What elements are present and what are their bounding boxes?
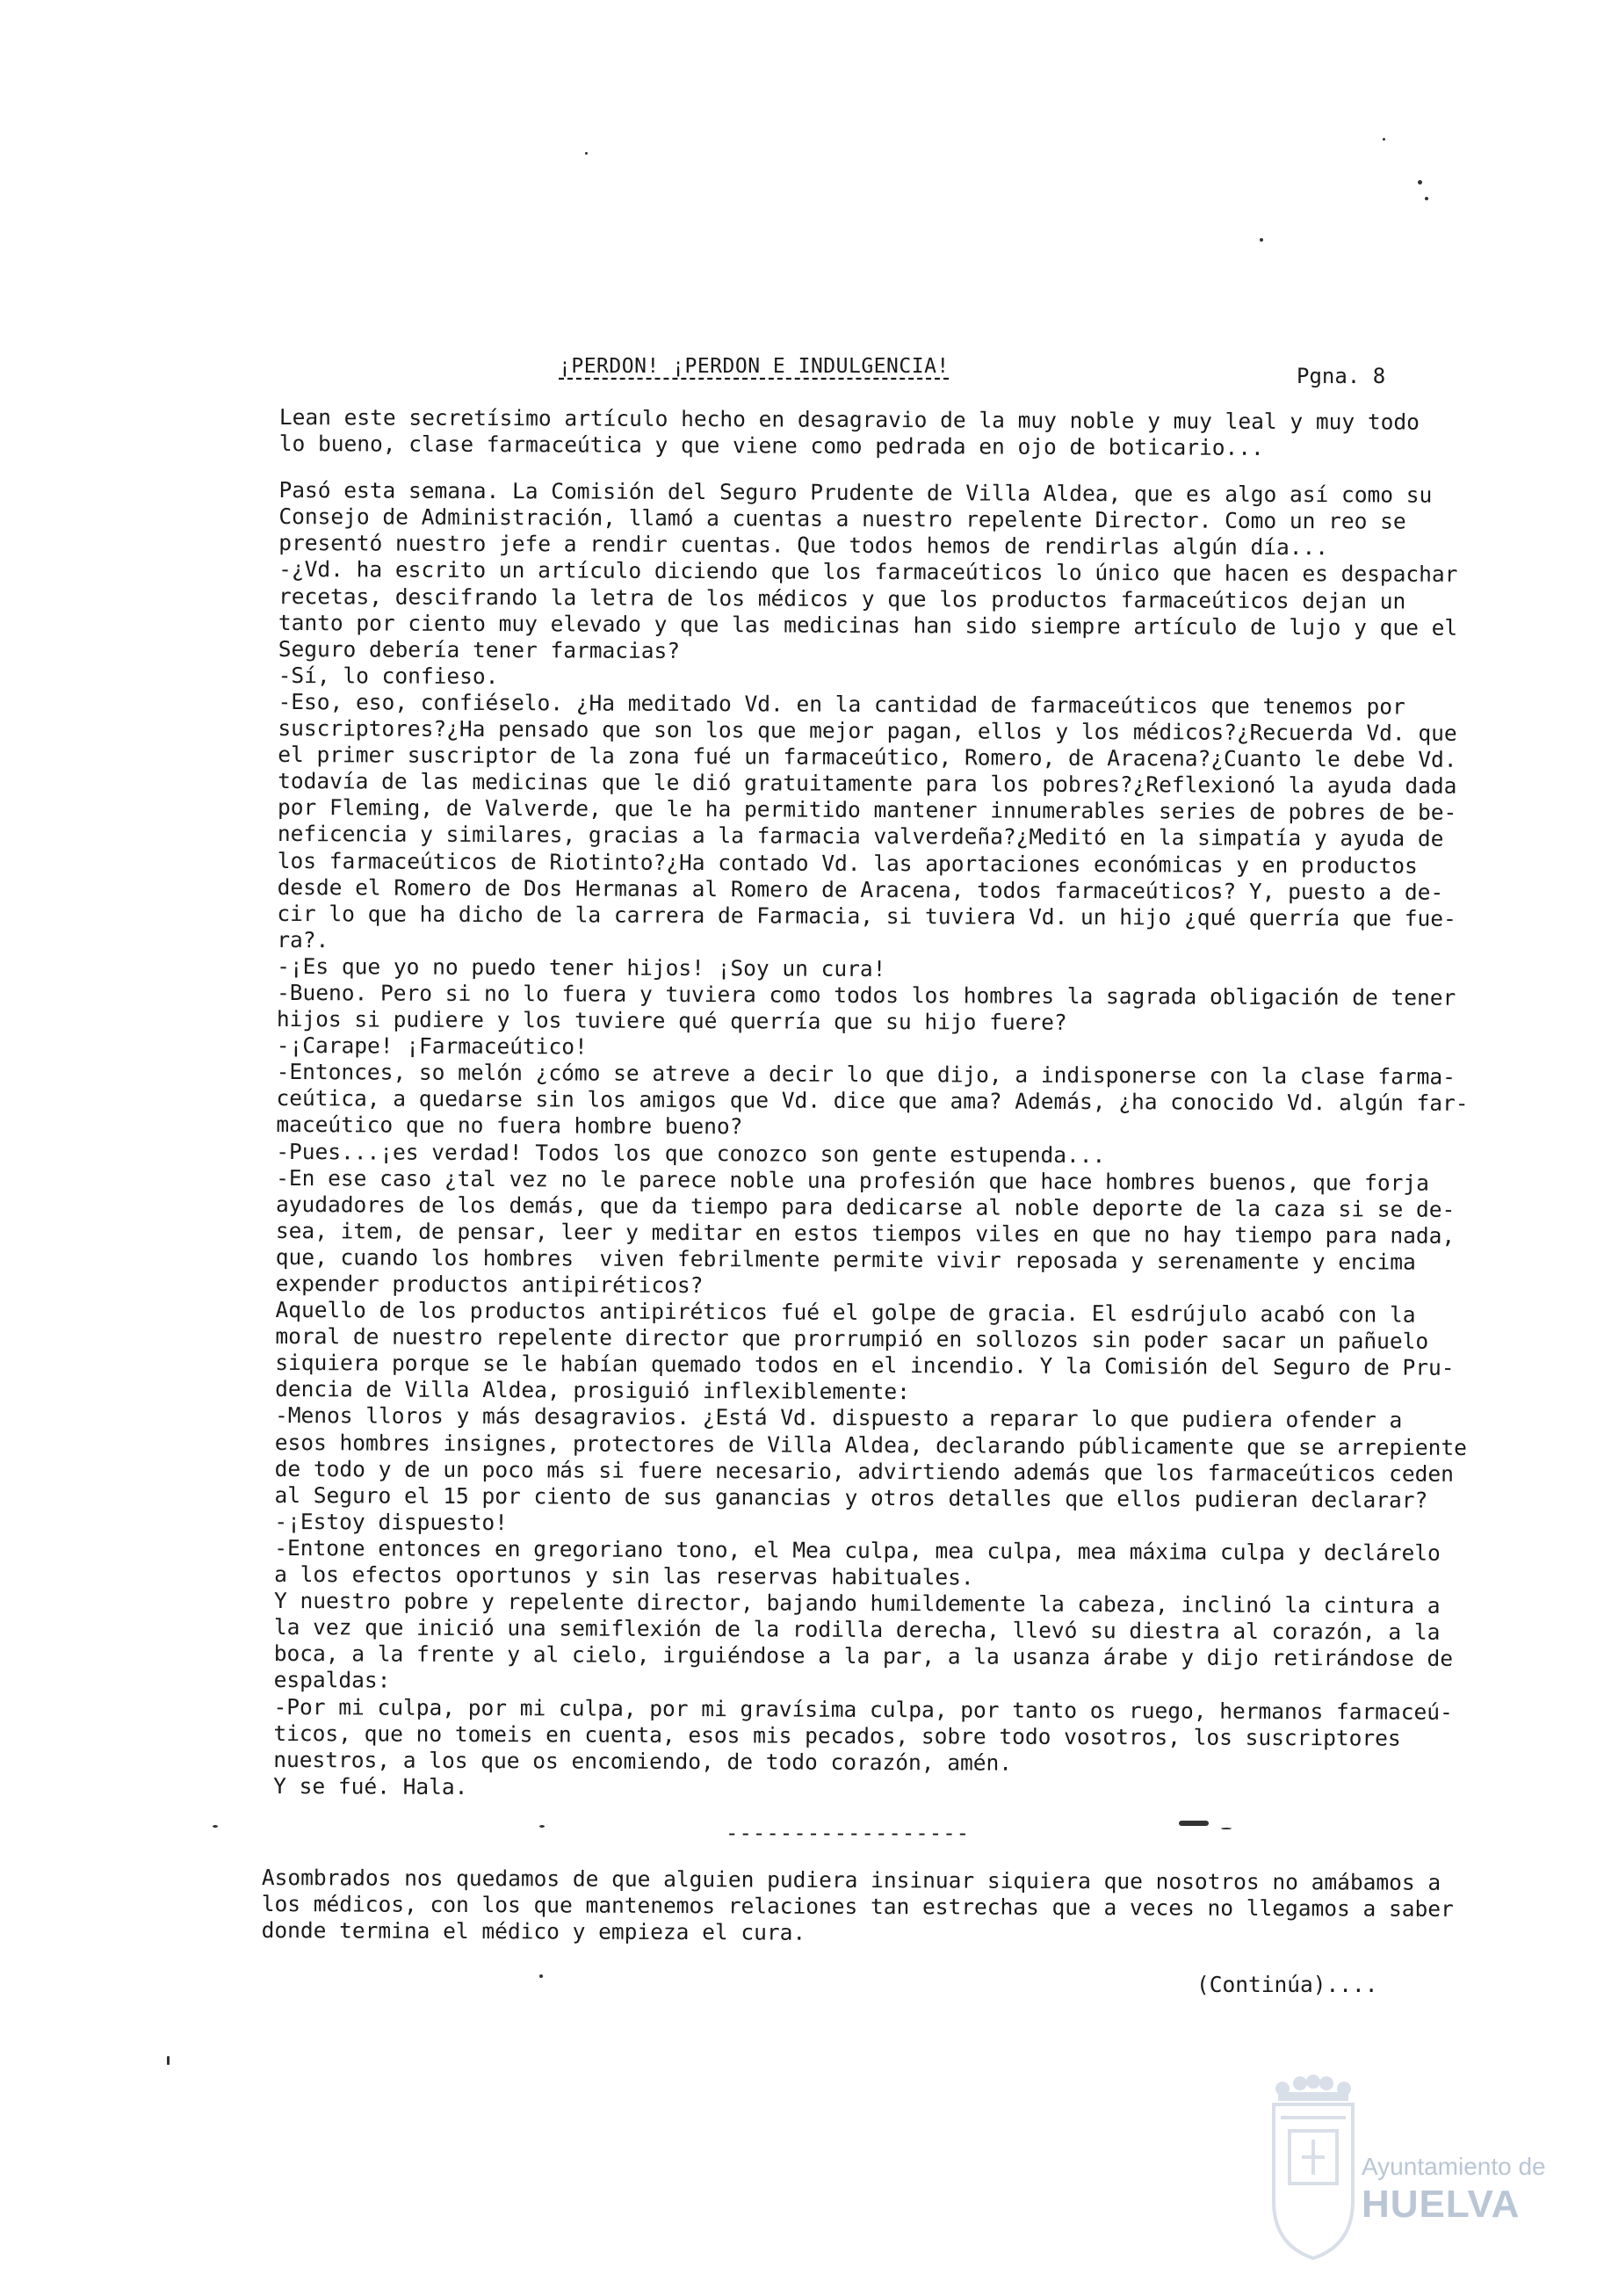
- text-line: dencia de Villa Aldea, prosiguió inflexiblemente:: [275, 1376, 910, 1405]
- scan-speck: [539, 1825, 545, 1828]
- text-line: Consejo de Administración, llamó a cuentas a nuestro repelente Director. Como un reo se: [278, 503, 1406, 534]
- closing-paragraph: [262, 1865, 1492, 1949]
- text-line: Y se fué. Hala.: [273, 1772, 468, 1800]
- text-line: expender productos antipiréticos?: [275, 1270, 704, 1299]
- text-line: -Por mi culpa, por mi culpa, por mi gravísima culpa, por tanto os ruego, hermanos farmaceú-: [273, 1693, 1453, 1725]
- page-number: Pgna. 8: [1297, 364, 1386, 388]
- text-line: -Eso, eso, confiéselo. ¿Ha meditado Vd. en la cantidad de farmaceúticos que tenemos por: [278, 688, 1405, 720]
- text-line: Lean este secretísimo artículo hecho en desagravio de la muy noble y muy leal y muy todo: [278, 404, 1420, 435]
- text-line: ra?.: [277, 926, 329, 953]
- text-line: esos hombres insignes, protectores de Villa Aldea, declarando públicamente que se arrepiente: [274, 1429, 1467, 1460]
- text-line: Asombrados nos quedamos de que alguien pudiera insinuar siquiera que nosotros no amábamos a: [261, 1865, 1441, 1895]
- text-line: presentó nuestro jefe a rendir cuentas. Que todos hemos de rendirlas algún día...: [278, 530, 1329, 561]
- text-line: donde termina el médico y empieza el cura.: [261, 1916, 806, 1945]
- article-title: ¡PERDON! ¡PERDON E INDULGENCIA!: [559, 355, 950, 378]
- text-line: sea, item, de pensar, leer y meditar en estos tiempos viles en que no hay tiempo para nada,: [275, 1217, 1456, 1249]
- text-line: moral de nuestro repelente director que prorrumpió en sollozos sin poder sacar un pañuelo: [275, 1323, 1429, 1354]
- text-line: el primer suscriptor de la zona fué un farmaceútico, Romero, de Aracena?¿Cuanto le debe Vd.: [278, 742, 1457, 772]
- text-line: de todo y de un poco más si fuere necesario, advirtiendo además que los farmaceúticos ceden: [274, 1455, 1455, 1487]
- text-line: Aquello de los productos antipiréticos fué el golpe de gracia. El esdrújulo acabó con la: [275, 1297, 1416, 1328]
- text-line: -Bueno. Pero si no lo fuera y tuviera como todos los hombres la sagrada obligación de tener: [277, 979, 1456, 1010]
- text-line: -Sí, lo confieso.: [278, 662, 499, 689]
- watermark-line-1: Ayuntamiento de: [1362, 2153, 1546, 2180]
- text-line: ceútica, a quedarse sin los amigos que Vd. dice que ama? Además, ¿ha conocido Vd. algún far-: [276, 1085, 1469, 1117]
- article-body: [273, 404, 1485, 1805]
- text-line: tanto por ciento muy elevado y que las medicinas han sido siempre artículo de lujo y que el: [278, 609, 1458, 641]
- text-line: ticos, que no tomeis en cuenta, esos mis pecados, sobre todo vosotros, los suscriptores: [273, 1720, 1401, 1751]
- ink-mark: [1179, 1821, 1209, 1826]
- text-line: maceútico que no fuera hombre bueno?: [276, 1112, 743, 1140]
- text-line: -Entone entonces en gregoriano tono, el Mea culpa, mea culpa, mea máxima culpa y declárelo: [274, 1534, 1441, 1566]
- scan-speck: [539, 1974, 543, 1978]
- continued-note: (Continúa)....: [1196, 1972, 1378, 1997]
- scan-speck: [1221, 1828, 1232, 1829]
- text-line: espaldas:: [273, 1667, 391, 1693]
- text-line: a los efectos oportunos y sin las reservas habituales.: [274, 1561, 974, 1590]
- watermark-line-2: HUELVA: [1362, 2183, 1521, 2226]
- scan-speck: [585, 152, 588, 155]
- text-line: Seguro debería tener farmacias?: [278, 635, 681, 663]
- text-line: Pasó esta semana. La Comisión del Seguro Prudente de Villa Aldea, que es algo así como su: [278, 477, 1433, 508]
- scan-speck: [213, 1825, 218, 1828]
- text-line: todavía de las medicinas que le dió gratuitamente para los pobres?¿Reflexionó la ayuda dada: [278, 768, 1457, 800]
- section-separator: ------------------: [726, 1821, 971, 1845]
- scan-speck: [1425, 197, 1428, 200]
- text-line: -¡Es que yo no puedo tener hijos! ¡Soy un cura!: [277, 952, 886, 981]
- text-line: por Fleming, de Valverde, que le ha permitido mantener innumerables series de pobres de be-: [277, 794, 1457, 826]
- text-line: hijos si pudiere y los tuviere qué querría que su hijo fuere?: [276, 1006, 1067, 1035]
- text-line: cir lo que ha dicho de la carrera de Farmacia, si tuviera Vd. un hijo ¿qué querría que fue-: [277, 900, 1456, 931]
- text-line: -¡Estoy dispuesto!: [274, 1508, 509, 1535]
- text-line: lo bueno, clase farmaceútica y que viene como pedrada en ojo de boticario...: [278, 431, 1264, 460]
- text-line: -¿Vd. ha escrito un artículo diciendo que los farmaceúticos lo único que hacen es despachar: [278, 556, 1458, 588]
- scan-speck: [1260, 238, 1263, 242]
- text-line: suscriptores?¿Ha pensado que son los que mejor pagan, ellos y los médicos?¿Recuerda Vd. que: [278, 715, 1457, 746]
- text-line: boca, a la frente y al cielo, irguiéndose a la par, a la usanza árabe y dijo retirándose de: [273, 1641, 1454, 1672]
- text-line: nuestros, a los que os encomiendo, de todo corazón, amén.: [273, 1746, 1013, 1776]
- text-line: -Entonces, so melón ¿cómo se atreve a decir lo que dijo, a indisponerse con la clase farma-: [276, 1059, 1456, 1090]
- text-line: la vez que inició una semiflexión de la rodilla derecha, llevó su diestra al corazón, a la: [273, 1614, 1441, 1645]
- text-line: desde el Romero de Dos Hermanas al Romero de Aracena, todos farmaceúticos? Y, puesto a de-: [277, 873, 1444, 905]
- text-line: los farmaceúticos de Riotinto?¿Ha contado Vd. las aportaciones económicas y en productos: [277, 847, 1418, 879]
- text-line: los médicos, con los que mantenemos relaciones tan estrechas que a veces no llegamos a saber: [261, 1890, 1454, 1922]
- scan-speck: [1383, 138, 1385, 141]
- text-line: siquiera porque se le habían quemado todos en el incendio. Y la Comisión del Seguro de Pru-: [275, 1350, 1455, 1381]
- text-line: Y nuestro pobre y repelente director, bajando humildemente la cabeza, inclinó la cintura a: [273, 1588, 1441, 1619]
- text-line: neficencia y similares, gracias a la farmacia valverdeña?¿Meditó en la simpatía y ayuda de: [277, 821, 1444, 852]
- text-line: al Seguro el 15 por ciento de sus ganancias y otros detalles que ellos pudieran declarar?: [274, 1481, 1428, 1513]
- text-line: -¡Carape! ¡Farmaceútico!: [276, 1032, 588, 1060]
- text-line: ayudadores de los demás, que da tiempo para dedicarse al noble deporte de la caza si se de-: [275, 1191, 1456, 1222]
- text-line: -En ese caso ¿tal vez no le parece noble una profesión que hace hombres buenos, que forja: [276, 1164, 1429, 1196]
- text-line: -Pues...¡es verdad! Todos los que conozco son gente estupenda...: [276, 1138, 1106, 1168]
- scan-speck: [1418, 180, 1422, 185]
- text-line: recetas, descifrando la letra de los médicos y que los productos farmaceúticos dejan un: [278, 583, 1406, 614]
- scan-speck: [167, 2056, 170, 2065]
- text-line: que, cuando los hombres viven febrilmente permite vivir reposada y serenamente y encima: [275, 1243, 1416, 1275]
- text-line: -Menos lloros y más desagravios. ¿Está Vd. dispuesto a reparar lo que pudiera ofender a: [274, 1402, 1403, 1434]
